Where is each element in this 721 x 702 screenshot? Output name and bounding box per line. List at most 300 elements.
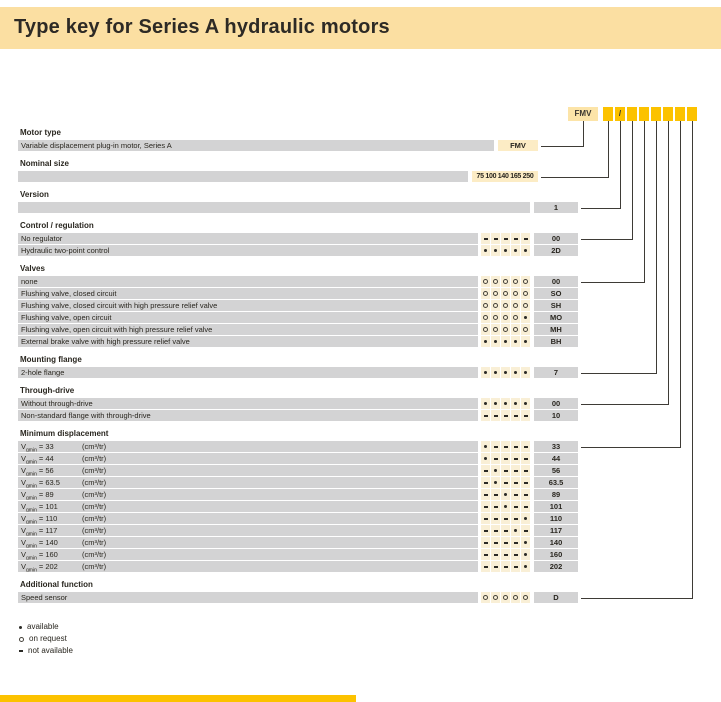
availability-cell [511,465,520,476]
available-dot-icon [514,529,517,532]
row-label [18,501,478,512]
availability-cell [491,367,500,378]
not-available-dash-icon [514,554,518,556]
availability-cell [521,276,530,287]
on-request-circle-icon [493,303,498,308]
displacement-subscript: gmin [26,447,37,452]
section-heading: Control / regulation [20,221,94,230]
availability-cell [521,410,530,421]
connector-line [581,598,693,599]
displacement-unit: (cm³/tr) [82,502,107,511]
availability-cell [501,477,510,488]
availability-cell [501,367,510,378]
on-request-circle-icon [483,303,488,308]
availability-cell [481,288,490,299]
availability-cell [491,489,500,500]
displacement-unit: (cm³/tr) [82,514,107,523]
on-request-circle-icon [493,291,498,296]
row-label [18,441,478,452]
type-key-row [18,501,578,512]
displacement-subscript: gmin [26,507,37,512]
availability-cell [521,288,530,299]
row-label [18,202,530,213]
availability-cell [511,410,520,421]
not-available-dash-icon [514,238,518,240]
availability-cell [511,561,520,572]
displacement-value: = 117 [38,526,58,535]
type-key-row [18,202,578,213]
available-dot-icon [484,340,487,343]
not-available-dash-icon [504,530,508,532]
not-available-dash-icon [524,238,528,240]
on-request-circle-icon [513,279,518,284]
row-label: Variable displacement plug-in motor, Series A [18,140,494,151]
row-label: No regulator [18,233,478,244]
row-label [18,537,478,548]
not-available-dash-icon [484,554,488,556]
connector-line [692,121,693,598]
on-request-circle-icon [513,595,518,600]
displacement-symbol: V [21,454,27,463]
on-request-circle-icon [483,279,488,284]
available-dot-icon [514,340,517,343]
availability-cell [491,288,500,299]
not-available-dash-icon [504,446,508,448]
on-request-circle-icon [493,595,498,600]
availability-cell [511,477,520,488]
row-label: Without through-drive [18,398,478,409]
availability-cell [511,324,520,335]
code-cell: 2D [534,245,578,256]
availability-cell [491,513,500,524]
displacement-symbol: V [21,526,27,535]
availability-cell [481,300,490,311]
on-request-circle-icon [503,327,508,332]
availability-cell [481,233,490,244]
not-available-dash-icon [524,415,528,417]
on-request-circle-icon [19,637,24,642]
displacement-subscript: gmin [26,471,37,476]
not-available-dash-icon [484,415,488,417]
availability-cell [501,537,510,548]
type-key-row [18,525,578,536]
availability-marks [480,336,530,347]
on-request-circle-icon [523,291,528,296]
type-key-row [18,477,578,488]
type-key-row [18,288,578,299]
availability-cell [481,398,490,409]
connector-line [541,177,609,178]
not-available-dash-icon [484,482,488,484]
code-cell: 89 [534,489,578,500]
type-code-box [675,107,685,121]
type-key-row [18,336,578,347]
availability-marks [480,288,530,299]
availability-cell [501,245,510,256]
page-title: Type key for Series A hydraulic motors [14,16,390,38]
type-code-boxes [568,107,699,121]
not-available-dash-icon [514,494,518,496]
code-cell: 75 100 140 165 250 [472,171,538,182]
availability-cell [481,525,490,536]
code-cell: SH [534,300,578,311]
legend-item [19,645,73,657]
not-available-dash-icon [494,238,498,240]
availability-cell [501,410,510,421]
not-available-dash-icon [514,446,518,448]
type-key-row [18,465,578,476]
not-available-dash-icon [514,566,518,568]
type-code-prefix-box: FMV [568,107,598,121]
on-request-circle-icon [493,279,498,284]
availability-cell [521,561,530,572]
available-dot-icon [524,541,527,544]
available-dot-icon [504,505,507,508]
availability-cell [511,312,520,323]
code-cell: 44 [534,453,578,464]
availability-cell [501,561,510,572]
availability-cell [521,300,530,311]
type-code-separator-box: / [615,107,625,121]
type-key-row [18,592,578,603]
not-available-dash-icon [494,518,498,520]
availability-cell [511,501,520,512]
availability-cell [481,561,490,572]
connector-line [581,208,621,209]
not-available-dash-icon [514,542,518,544]
available-dot-icon [524,402,527,405]
bottom-accent-bar [0,695,356,702]
not-available-dash-icon [524,494,528,496]
availability-cell [481,276,490,287]
type-key-row [18,513,578,524]
row-label [18,453,478,464]
type-key-row [18,453,578,464]
displacement-symbol: V [21,478,27,487]
on-request-circle-icon [523,595,528,600]
legend-label: not available [28,646,73,655]
section-heading: Valves [20,264,45,273]
not-available-dash-icon [484,530,488,532]
availability-cell [501,276,510,287]
displacement-subscript: gmin [26,495,37,500]
connector-line [668,121,669,404]
type-code-box [639,107,649,121]
type-key-row [18,410,578,421]
availability-cell [501,592,510,603]
displacement-unit: (cm³/tr) [82,490,107,499]
available-dot-icon [524,340,527,343]
available-dot-icon [524,553,527,556]
row-label [18,465,478,476]
available-dot-icon [514,249,517,252]
connector-line [644,121,645,282]
available-dot-icon [514,402,517,405]
available-dot-icon [484,457,487,460]
type-key-row [18,140,578,151]
section-heading: Nominal size [20,159,69,168]
availability-cell [481,489,490,500]
available-dot-icon [494,340,497,343]
displacement-unit: (cm³/tr) [82,526,107,535]
availability-cell [491,441,500,452]
type-key-row [18,367,578,378]
availability-cell [491,276,500,287]
displacement-unit: (cm³/tr) [82,454,107,463]
availability-marks [480,513,530,524]
availability-cell [481,312,490,323]
section-heading: Minimum displacement [20,429,109,438]
availability-cell [521,489,530,500]
available-dot-icon [494,402,497,405]
availability-marks [480,561,530,572]
availability-cell [511,441,520,452]
not-available-dash-icon [504,458,508,460]
on-request-circle-icon [523,327,528,332]
availability-cell [491,324,500,335]
not-available-dash-icon [494,554,498,556]
availability-cell [481,549,490,560]
legend-label: on request [29,634,67,643]
available-dot-icon [484,445,487,448]
availability-marks [480,489,530,500]
displacement-unit: (cm³/tr) [82,538,107,547]
section [18,128,578,151]
displacement-symbol: V [21,562,27,571]
availability-cell [491,398,500,409]
availability-cell [511,549,520,560]
not-available-dash-icon [524,446,528,448]
availability-cell [521,537,530,548]
not-available-dash-icon [504,518,508,520]
availability-cell [481,441,490,452]
available-dot-icon [484,402,487,405]
on-request-circle-icon [523,303,528,308]
not-available-dash-icon [484,566,488,568]
available-dot-icon [19,626,22,629]
displacement-subscript: gmin [26,519,37,524]
not-available-dash-icon [484,494,488,496]
code-cell: 00 [534,398,578,409]
availability-marks [480,324,530,335]
on-request-circle-icon [503,279,508,284]
not-available-dash-icon [524,530,528,532]
connector-line [632,121,633,239]
displacement-value: = 202 [38,562,58,571]
availability-cell [481,410,490,421]
available-dot-icon [524,371,527,374]
available-dot-icon [514,371,517,374]
displacement-value: = 63.5 [38,478,60,487]
type-key-row [18,561,578,572]
type-key-row [18,324,578,335]
not-available-dash-icon [484,470,488,472]
not-available-dash-icon [494,458,498,460]
availability-cell [491,501,500,512]
displacement-value: = 89 [38,490,54,499]
availability-cell [501,288,510,299]
legend-label: available [27,622,59,631]
section [18,580,578,603]
availability-cell [491,336,500,347]
displacement-subscript: gmin [26,531,37,536]
availability-cell [521,592,530,603]
not-available-dash-icon [504,238,508,240]
displacement-symbol: V [21,466,27,475]
not-available-dash-icon [504,415,508,417]
type-key-row [18,300,578,311]
section [18,386,578,421]
availability-cell [501,441,510,452]
on-request-circle-icon [503,303,508,308]
availability-cell [501,336,510,347]
available-dot-icon [494,481,497,484]
availability-marks [480,245,530,256]
on-request-circle-icon [483,291,488,296]
code-cell: FMV [498,140,538,151]
connector-line [581,373,657,374]
displacement-value: = 160 [38,550,58,559]
displacement-symbol: V [21,490,27,499]
type-key-row [18,276,578,287]
row-label [18,561,478,572]
availability-marks [480,465,530,476]
type-key-table [18,122,578,604]
code-cell: 110 [534,513,578,524]
availability-marks [480,501,530,512]
availability-cell [511,513,520,524]
on-request-circle-icon [513,315,518,320]
type-code-box [651,107,661,121]
availability-cell [511,367,520,378]
row-label: Flushing valve, closed circuit [18,288,478,299]
availability-cell [511,300,520,311]
available-dot-icon [524,565,527,568]
on-request-circle-icon [503,595,508,600]
availability-cell [521,367,530,378]
legend [19,621,73,657]
on-request-circle-icon [503,315,508,320]
availability-cell [481,513,490,524]
not-available-dash-icon [524,458,528,460]
displacement-value: = 44 [38,454,54,463]
availability-cell [491,453,500,464]
displacement-value: = 33 [38,442,54,451]
availability-marks [480,537,530,548]
type-code-box [687,107,697,121]
displacement-unit: (cm³/tr) [82,478,107,487]
not-available-dash-icon [514,470,518,472]
row-label: Flushing valve, open circuit [18,312,478,323]
availability-cell [481,465,490,476]
section [18,190,578,213]
code-cell: 63.5 [534,477,578,488]
not-available-dash-icon [504,542,508,544]
type-key-row [18,398,578,409]
displacement-value: = 56 [38,466,54,475]
availability-cell [521,453,530,464]
row-label [18,549,478,560]
not-available-dash-icon [494,506,498,508]
availability-cell [511,233,520,244]
availability-cell [481,592,490,603]
availability-cell [521,398,530,409]
row-label: Flushing valve, open circuit with high pressure relief valve [18,324,478,335]
code-cell: 10 [534,410,578,421]
code-cell: 117 [534,525,578,536]
availability-cell [511,592,520,603]
availability-cell [491,410,500,421]
on-request-circle-icon [503,291,508,296]
displacement-symbol: V [21,502,27,511]
connector-line [581,447,681,448]
code-cell: MO [534,312,578,323]
not-available-dash-icon [514,415,518,417]
available-dot-icon [524,316,527,319]
code-cell: 1 [534,202,578,213]
availability-cell [521,245,530,256]
availability-cell [521,441,530,452]
connector-line [656,121,657,373]
code-cell: 101 [534,501,578,512]
availability-marks [480,300,530,311]
section-heading: Mounting flange [20,355,82,364]
availability-cell [481,245,490,256]
type-key-row [18,537,578,548]
availability-cell [501,549,510,560]
not-available-dash-icon [514,482,518,484]
code-cell: 202 [534,561,578,572]
availability-cell [511,245,520,256]
type-key-row [18,245,578,256]
availability-cell [491,592,500,603]
availability-marks [480,398,530,409]
availability-cell [511,525,520,536]
row-label: Flushing valve, closed circuit with high pressure relief valve [18,300,478,311]
not-available-dash-icon [494,446,498,448]
not-available-dash-icon [19,650,23,652]
section [18,159,578,182]
row-label [18,477,478,488]
availability-cell [511,489,520,500]
not-available-dash-icon [524,506,528,508]
not-available-dash-icon [524,482,528,484]
availability-cell [491,245,500,256]
section [18,221,578,256]
not-available-dash-icon [504,482,508,484]
availability-cell [521,465,530,476]
availability-marks [480,410,530,421]
availability-marks [480,525,530,536]
availability-cell [511,288,520,299]
availability-cell [481,367,490,378]
type-key-row [18,489,578,500]
on-request-circle-icon [483,327,488,332]
availability-cell [491,300,500,311]
available-dot-icon [504,493,507,496]
availability-cell [481,477,490,488]
availability-cell [521,477,530,488]
availability-cell [501,312,510,323]
availability-cell [501,525,510,536]
page-header-band [0,7,721,49]
code-cell: 160 [534,549,578,560]
code-cell: SO [534,288,578,299]
availability-cell [481,453,490,464]
on-request-circle-icon [493,327,498,332]
row-label: 2-hole flange [18,367,478,378]
on-request-circle-icon [513,303,518,308]
